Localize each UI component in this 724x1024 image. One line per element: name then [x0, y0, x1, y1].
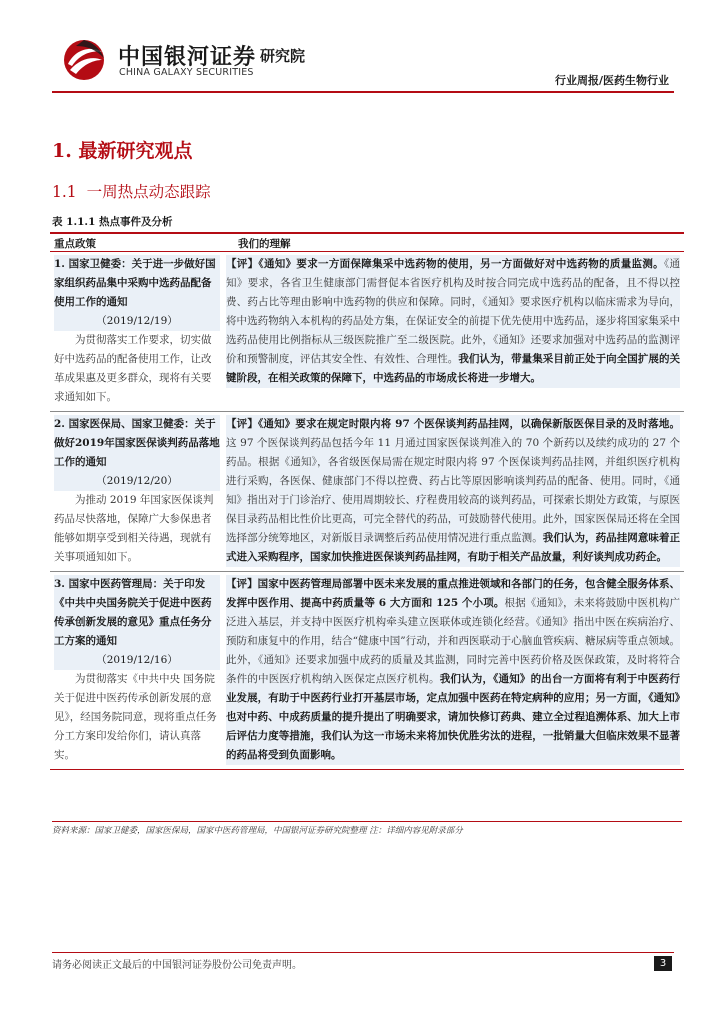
comment-text [226, 255, 680, 388]
table-caption: 表 1.1.1 热点事件及分析 [52, 216, 173, 228]
policy-description: 为贯彻落实《中共中央 国务院关于促进中医药传承创新发展的意见》，经国务院同意，现将重点任务分工方案印发给你们，请认真落实。 [54, 673, 217, 761]
policy-description: 为推动 2019 年国家医保谈判药品尽快落地，保障广大参保患者能够如期享受到相关待遇，现就有关事项通知如下。 [54, 494, 214, 563]
comment-cell [226, 252, 684, 411]
comment-lead: 【评】《通知》要求在规定时限内将 97 个医保谈判药品挂网，以确保新版医保目录的及时落地。 [226, 418, 680, 430]
galaxy-logo-icon [62, 38, 106, 82]
source-note: 资料来源：国家卫健委，国家医保局，国家中医药管理局，中国银河证券研究院整理 注：详细内容见附录部分 [52, 821, 682, 836]
comment-text [226, 415, 680, 567]
table-row [50, 252, 684, 412]
column-header-policy: 重点政策 [54, 238, 96, 250]
comment-conclusion: 我们认为，带量集采目前正处于向全国扩展的关键阶段，在相关政策的保障下，中选药品的市场成长将进一步增大。 [226, 353, 681, 384]
comment-body: 这 97 个医保谈判药品包括今年 11 月通过国家医保谈判准入的 70 个新药以及续约成功的 27 个药品。根据《通知》，各省级医保局需在规定时限内将 97 个医保谈判药品挂网，并组织医疗机构进行采购，各医保、健康部门不得以控费、药占比等原因影响谈判药品的配备、使用。同时，《通知》指出对于门诊治疗、使用周期较长、疗程费用较高的谈判药品，可探索长期处方政策，与原医保目录药品相比性价比更高，可完全替代的药品，可鼓励替代使用。此外，国家医保局还将在全国选择部分统筹地区，对新版目录调整后药品使用情况进行重点监测。 [226, 437, 680, 544]
table-row [50, 572, 684, 769]
report-type: 行业周报/医药生物行业 [554, 74, 669, 87]
page-header [0, 0, 724, 92]
comment-lead: 【评】《通知》要求一方面保障集采中选药物的使用，另一方面做好对中选药物的质量监测。 [226, 258, 664, 270]
comment-lead: 【评】国家中医药管理局部署中医未来发展的重点推进领域和各部门的任务，包含健全服务体系、发挥中医作用、提高中药质量等 6 大方面和 125 个小项。 [226, 578, 680, 609]
table-header [50, 234, 684, 252]
subsection-number: 1.1 [52, 183, 77, 201]
page-number: 3 [654, 956, 672, 971]
comment-text [226, 575, 680, 765]
policy-title: 3. 国家中医药管理局：关于印发《中共中央国务院关于促进中医药传承创新发展的意见》重点任务分工方案的通知 [54, 575, 220, 651]
policy-date: （2019/12/19） [54, 312, 220, 331]
brand-name-en: CHINA GALAXY SECURITIES [119, 67, 254, 78]
policy-cell [50, 572, 226, 769]
column-header-understanding: 我们的理解 [238, 238, 291, 250]
comment-body: 《通知》要求，各省卫生健康部门需督促本省医疗机构及时按合同完成中选药品的配备，且不得以控费、药占比等理由影响中选药物的供应和保障。同时，《通知》要求医疗机构以临床需求为导向，将中选药物纳入本机构的药品处方集，在保证安全的前提下优先使用中选药品，逐步将国家集采中选药品使用比例指标从三级医院推广至二级医院。此外，《通知》还要求加强对中选药品的监测评价和预警制度，评估其安全性、有效性、合理性。 [226, 258, 681, 365]
policy-title: 1. 国家卫健委：关于进一步做好国家组织药品集中采购中选药品配备使用工作的通知 [54, 255, 220, 312]
policy-cell [50, 252, 226, 411]
table-row [50, 412, 684, 572]
footer-divider [52, 952, 674, 953]
policy-date: （2019/12/20） [54, 472, 220, 491]
footer-disclaimer: 请务必阅读正文最后的中国银河证券股份公司免责声明。 [52, 960, 302, 971]
policy-date: （2019/12/16） [54, 651, 220, 670]
comment-conclusion: 我们认为，药品挂网意味着正式进入采购程序，国家加快推进医保谈判药品挂网，有助于相关产品放量，利好谈判成功药企。 [226, 532, 681, 563]
section-heading: 1. 最新研究观点 [52, 140, 193, 162]
policy-cell [50, 412, 226, 571]
subsection-heading [52, 180, 211, 202]
comment-cell [226, 412, 684, 571]
comment-conclusion: 我们认为，《通知》的出台一方面将有利于中医药行业发展，有助于中医药行业打开基层市场，定点加强中医药在特定病种的应用；另一方面，《通知》也对中药、中成药质量的提升提出了明确要求，请加快修订药典、建立全过程追溯体系、加大上市后评估力度等措施，我们认为这一市场未来将加快优胜劣汰的进程，一批销量大但临床效果不显著的药品将受到负面影响。 [226, 673, 681, 761]
comment-body: 根据《通知》，未来将鼓励中医机构广泛进入基层，并支持中医医疗机构牵头建立医联体或连锁化经营。《通知》指出中医在疾病治疗、预防和康复中的作用，结合“健康中国”行动，并和西医联动于心脑血管疾病、糖尿病等重点领域。此外，《通知》还要求加强中成药的质量及其监测，同时完善中医药价格及医保政策，及时将符合条件的中医医疗机构纳入医保定点医疗机构。 [226, 597, 680, 685]
hot-events-table [50, 232, 684, 770]
header-divider [52, 91, 674, 93]
policy-title: 2. 国家医保局、国家卫健委：关于做好2019年国家医保谈判药品落地工作的通知 [54, 415, 220, 472]
subsection-title: 一周热点动态跟踪 [86, 183, 211, 201]
brand-name-cn: 中国银河证券 [118, 45, 257, 70]
policy-description: 为贯彻落实工作要求，切实做好中选药品的配备使用工作，让改革成果惠及更多群众，现将有关要求通知如下。 [54, 334, 212, 403]
comment-cell [226, 572, 684, 769]
brand-division: 研究院 [260, 47, 306, 65]
